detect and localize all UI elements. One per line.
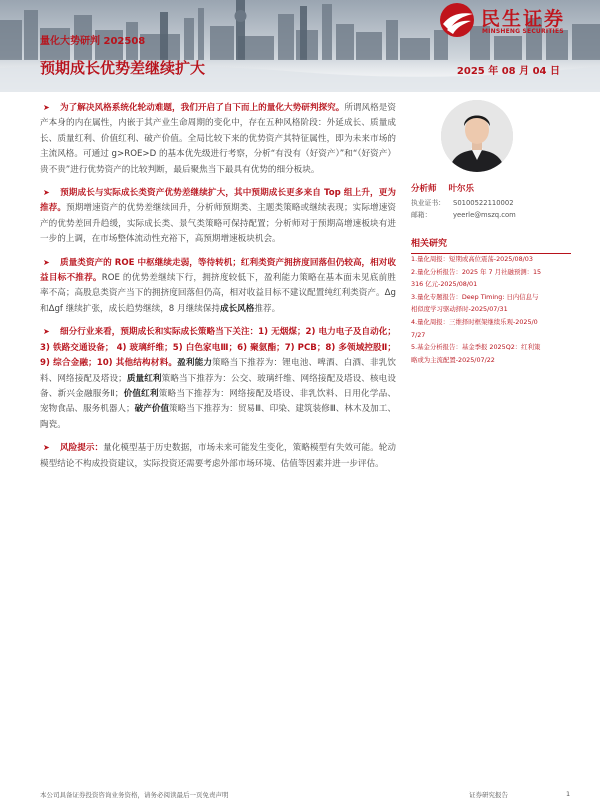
footer-report-type: 证券研究报告: [469, 791, 508, 799]
related-research-item[interactable]: 316 亿元-2025/08/01: [411, 280, 478, 289]
email-address[interactable]: yeerle@mszq.com: [453, 211, 516, 219]
arrow-bullet-icon: ➤: [43, 188, 50, 198]
email-label: 邮箱：: [411, 211, 432, 219]
risk-warning-paragraph: [40, 440, 396, 472]
certificate-line: [411, 197, 514, 207]
related-research-heading: 相关研究: [411, 236, 571, 254]
strategy-picks: 策略当下推荐为：锂电池、啤酒、白酒、非乳饮料、网络接配及塔设；: [40, 358, 396, 384]
summary-paragraph: [40, 185, 396, 248]
paragraph-lead: 细分行业来看，预期成长和实际成长策略当下关注：1) 无烟煤；2) 电力电子及自动化；3) 铁路交通设备； 4) 玻璃纤维；5) 白色家电Ⅲ；6) 聚氨酯；7) PCB；8) 多领域控股Ⅱ； 9) 综合金融；10) 其他结构材料。: [40, 327, 396, 369]
paragraph-lead: 预期成长与实际成长类资产优势差继续扩大，其中预期成长更多来自 Top 组上升，更为推荐。: [40, 188, 396, 214]
arrow-bullet-icon: ➤: [43, 327, 50, 337]
paragraph-lead: 风险提示：: [60, 443, 104, 454]
strategy-picks: 策略当下推荐为：公交、玻璃纤维、网络接配及塔设、核电设备、新兴金融服务Ⅱ；: [40, 373, 396, 399]
report-series-label: 量化大势研判 202508: [40, 36, 146, 47]
related-research-item[interactable]: 1.量化周报：短期或高位震荡-2025/08/03: [411, 255, 533, 263]
paragraph-body: 预期增速资产的优势差继续回升，分析师预期类、主题类策略或继续表现；实际增速资产的优势差回升趋缓，实际成长类、景气类策略可保持配置；分析师对于预期高增速板块有进一步的上调，在市场整体流动性充裕下，高预期增速板块机会。: [40, 203, 396, 245]
arrow-bullet-icon: ➤: [43, 443, 50, 453]
paragraph-body: ROE 的优势差继续下行，拥挤度较低下，盈利能力策略在基本面未见底前胜率不高；高股息类资产当下的拥挤度回落但仍高，相对收益目标不建议配置纯红利类资产。Δg 和Δgf 继续扩张，成长趋势继续，8 月继续保持: [40, 273, 396, 314]
email-line: [411, 209, 516, 219]
logo-english-name: MINSHENG SECURITIES: [482, 28, 564, 35]
paragraph-end: 推荐。: [254, 303, 281, 314]
report-title: 预期成长优势差继续扩大: [40, 59, 206, 77]
related-research-item[interactable]: 3.量化专题报告：Deep Timing: 日内信息与: [411, 292, 539, 301]
related-research-item[interactable]: 4.量化周报：三维择时框架继续乐观-2025/0: [411, 317, 538, 326]
strategy-name: 质量红利: [126, 373, 162, 384]
related-research-list: [411, 253, 571, 366]
related-research-item[interactable]: 7/27: [411, 330, 426, 339]
analyst-photo: [441, 100, 513, 172]
arrow-bullet-icon: ➤: [43, 103, 50, 112]
paragraph-body: 所谓风格是资产本身的内在属性，内嵌于其产业生命周期的变化中，存在五种风格阶段：外延成长、质量成长、质量红利、价值红利、破产价值。全局比较下来的优势资产其特征属性，即为未来市场的主流风格。可通过 g>ROE>D 的基本优先级进行考察，分析“有没有（好资产）”和“（好资产）贵不贵”进行优势资产的比较判断，最后聚焦当下最具有优势的细分板块。: [40, 103, 396, 175]
paragraph-body: 量化模型基于历史数据，市场未来可能发生变化，策略模型有失效可能。轮动模型结论不构成投资建议，实际投资还需要考虑外部市场环境、估值等因素并进一步评估。: [40, 443, 396, 469]
summary-paragraph: [40, 100, 396, 178]
analyst-portrait-icon: [441, 100, 513, 172]
analyst-name: 叶尔乐: [448, 184, 475, 194]
minsheng-logo-mark-icon: [437, 2, 477, 38]
paragraph-emphasis: 成长风格: [219, 303, 255, 314]
header-banner: [0, 0, 600, 92]
arrow-bullet-icon: ➤: [43, 257, 50, 267]
page-number: 1: [566, 790, 571, 798]
logo-chinese-name: 民生证券: [481, 8, 566, 30]
certificate-label: 执业证书：: [411, 199, 445, 207]
minsheng-logo: [437, 2, 587, 40]
summary-paragraph: [40, 255, 396, 318]
analyst-line: [411, 182, 474, 194]
related-research-item[interactable]: 5.基金分析报告：基金季报 2025Q2：红利策: [411, 343, 541, 352]
summary-paragraph: [40, 324, 396, 433]
related-research-item[interactable]: 相似度学习驱动择时-2025/07/31: [411, 305, 508, 314]
related-research-item[interactable]: 2.量化分析报告：2025 年 7 月社融预测：15: [411, 267, 542, 276]
analyst-role-label: 分析师: [411, 184, 437, 194]
summary-column: [40, 100, 396, 479]
certificate-number: S0100522110002: [453, 199, 514, 207]
strategy-name: 破产价值: [134, 404, 170, 415]
strategy-picks: 策略当下推荐为：贸易Ⅲ、印染、建筑装修Ⅲ、林木及加工、陶瓷。: [40, 404, 396, 430]
footer-disclaimer: 本公司具备证券投资咨询业务资格，请务必阅读最后一页免责声明: [40, 791, 229, 799]
strategy-name: 盈利能力: [177, 358, 213, 369]
strategy-name: 价值红利: [123, 388, 159, 399]
paragraph-lead: 质量类资产的 ROE 中枢继续走弱，等待转机；红利类资产拥挤度回落但仍较高，相对收益目标不推荐。: [40, 257, 396, 284]
paragraph-lead: 为了解决风格系统化轮动难题，我们开启了自下而上的量化大势研判探究。: [60, 103, 345, 113]
strategy-picks: 策略当下推荐为：网络接配及塔设、非乳饮料、日用化学品、宠物食品、服务机器人；: [40, 388, 396, 415]
related-research-item[interactable]: 略或为主流配置-2025/07/22: [411, 355, 495, 364]
report-date: 2025 年 08 月 04 日: [456, 66, 560, 77]
